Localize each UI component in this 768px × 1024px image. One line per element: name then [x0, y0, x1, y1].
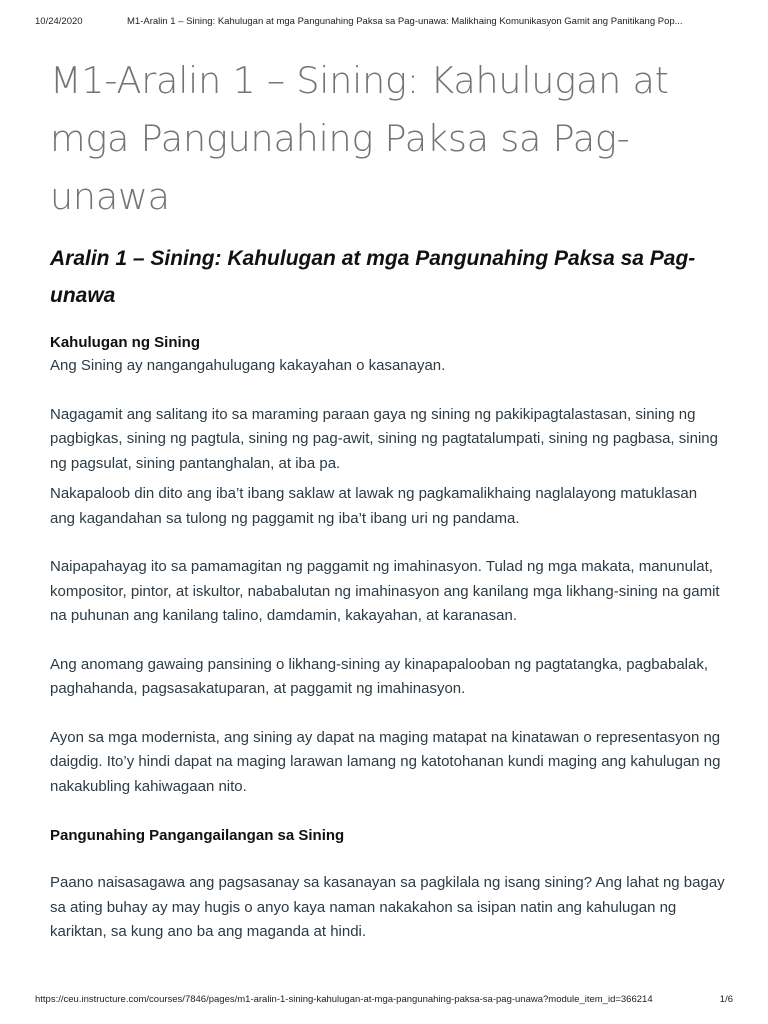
paragraph: Nagagamit ang salitang ito sa maraming paraan gaya ng sining ng pakikipagtalastasan, sining ng pagbigkas, sining ng pagtula, sining ng pag-awit, sining ng pagtatalumpati, sining ng pagbasa, sining ng pagsulat, sining pantanghalan, at iba pa.: [50, 405, 718, 472]
page-content: [50, 240, 726, 945]
paragraph: Paano naisasagawa ang pagsasanay sa kasanayan sa pagkilala ng isang sining? Ang lahat ng bagay sa ating buhay ay may hugis o anyo kaya naman nakakahon sa isipan natin ang kahulugan ng kariktan, sa kung ano ba ang maganda at hindi.: [50, 874, 725, 940]
print-date: 10/24/2020: [35, 16, 83, 27]
page-number: 1/6: [719, 994, 733, 1005]
paragraph: Ayon sa mga modernista, ang sining ay dapat na maging matapat na kinatawan o representasyon ng daigdig. Ito’y hindi dapat na maging larawan lamang ng katotohanan kundi maging ang kahulugan ng nakakubling kahiwagaan nito.: [50, 728, 721, 795]
paragraph: Nakapaloob din dito ang iba’t ibang saklaw at lawak ng pagkamalikhaing naglalayong matuklasan ang kagandahan sa tulong ng paggamit ng iba’t ibang uri ng pandama.: [50, 485, 698, 527]
paragraph: Naipapahayag ito sa pamamagitan ng paggamit ng imahinasyon. Tulad ng mga makata, manunulat, kompositor, pintor, at iskultor, nababalutan ng imahinasyon ang kanilang mga likhang-sining na gamit na puhunan ang kanilang talino, damdamin, kakayahan, at karanasan.: [50, 558, 720, 624]
print-footer: [35, 994, 733, 1008]
print-header: [35, 16, 733, 30]
paragraph: Ang anomang gawaing pansining o likhang-sining ay kinapapalooban ng pagtatangka, pagbabalak, paghahanda, pagsasakatuparan, at paggamit ng imahinasyon.: [50, 655, 709, 697]
lesson-subheading: Aralin 1 – Sining: Kahulugan at mga Pangunahing Paksa sa Pag-unawa: [50, 247, 696, 307]
print-url: https://ceu.instructure.com/courses/7846/pages/m1-aralin-1-sining-kahulugan-at-mga-pangunahing-paksa-sa-pag-unawa?module_item_id=366214: [35, 994, 653, 1005]
section-heading-kahulugan: Kahulugan ng Sining: [50, 334, 200, 351]
print-document-title: M1-Aralin 1 – Sining: Kahulugan at mga Pangunahing Paksa sa Pag-unawa: Malikhaing Komunikasyon Gamit ang Panitikang Pop...: [127, 16, 683, 27]
paragraph: Ang Sining ay nangangahulugang kakayahan o kasanayan.: [50, 357, 446, 374]
page-title: M1-Aralin 1 – Sining: Kahulugan at mga Pangunahing Paksa sa Pag-unawa: [50, 59, 669, 218]
section-heading-pangangailangan: Pangunahing Pangangailangan sa Sining: [50, 827, 345, 844]
